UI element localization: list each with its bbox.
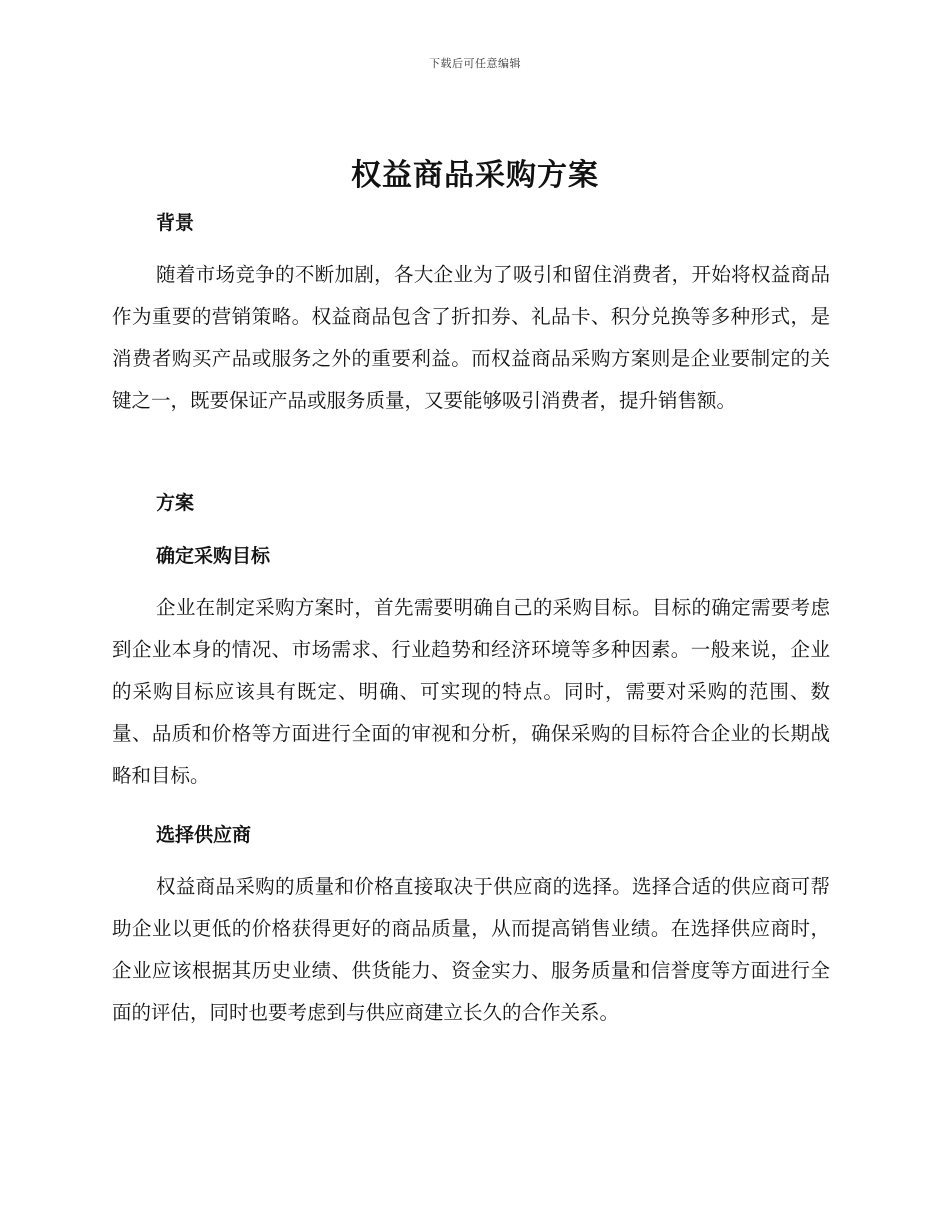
section-goals-body bbox=[112, 587, 830, 797]
section-background-body bbox=[112, 254, 830, 422]
paragraph-suppliers: 权益商品采购的质量和价格直接取决于供应商的选择。选择合适的供应商可帮助企业以更低的价格获得更好的商品质量，从而提高销售业绩。在选择供应商时，企业应该根据其历史业绩、供货能力、资金实力、服务质量和信誉度等方面进行全面的评估，同时也要考虑到与供应商建立长久的合作关系。 bbox=[112, 875, 830, 1024]
section-plan-heading-block bbox=[112, 488, 830, 515]
section-suppliers-body bbox=[112, 866, 830, 1034]
section-heading-suppliers: 选择供应商 bbox=[156, 824, 252, 846]
document-title: 权益商品采购方案 bbox=[351, 158, 599, 193]
paragraph-goals: 企业在制定采购方案时，首先需要明确自己的采购目标。目标的确定需要考虑到企业本身的情况、市场需求、行业趋势和经济环境等多种因素。一般来说，企业的采购目标应该具有既定、明确、可实现的特点。同时，需要对采购的范围、数量、品质和价格等方面进行全面的审视和分析，确保采购的目标符合企业的长期战略和目标。 bbox=[112, 596, 830, 787]
header-note: 下载后可任意编辑 bbox=[429, 57, 521, 70]
section-background-heading-block bbox=[112, 208, 830, 235]
section-heading-plan: 方案 bbox=[156, 492, 195, 514]
paragraph-background: 随着市场竞争的不断加剧，各大企业为了吸引和留住消费者，开始将权益商品作为重要的营销策略。权益商品包含了折扣券、礼品卡、积分兑换等多种形式，是消费者购买产品或服务之外的重要利益。而权益商品采购方案则是企业要制定的关键之一，既要保证产品或服务质量，又要能够吸引消费者，提升销售额。 bbox=[112, 263, 830, 412]
section-heading-background: 背景 bbox=[156, 212, 195, 234]
section-goals-heading-block bbox=[112, 541, 830, 568]
section-suppliers-heading-block bbox=[112, 820, 830, 847]
section-heading-goals: 确定采购目标 bbox=[156, 545, 271, 567]
